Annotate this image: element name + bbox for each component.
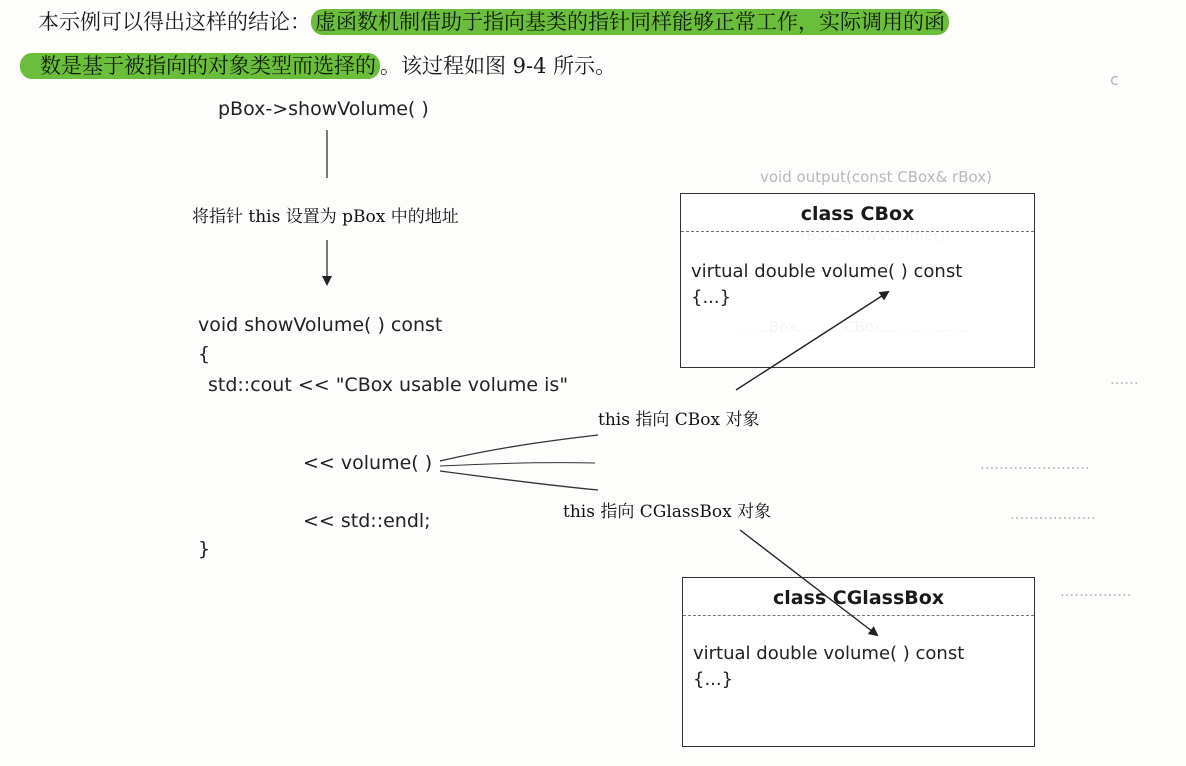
class-cglassbox-method: virtual double volume( ) const: [693, 643, 965, 664]
arrow-to-cbox-method: [736, 292, 888, 390]
class-cbox-title: class CBox: [681, 194, 1034, 232]
label-this-cbox: this 指向 CBox 对象: [598, 410, 760, 430]
bleed-text: ...............: [1060, 582, 1132, 600]
curve-double: [440, 463, 595, 466]
curve-to-cbox-label: [440, 435, 598, 461]
class-cglassbox-body: {...}: [693, 669, 734, 690]
bleed-text: void output(const CBox& rBox): [760, 168, 992, 186]
volume-call-line: << volume( ): [303, 452, 433, 474]
this-pointer-note: 将指针 this 设置为 pBox 中的地址: [192, 207, 459, 227]
cout-line: std::cout << "CBox usable volume is": [208, 374, 569, 396]
close-brace: }: [198, 538, 211, 560]
bleed-text: .......................: [980, 455, 1090, 473]
paragraph-prefix: 本示例可以得出这样的结论：: [38, 10, 311, 34]
arrow-to-cglassbox-method: [740, 530, 877, 635]
paragraph-suffix: 。该过程如图 9-4 所示。: [380, 54, 617, 78]
label-this-cglassbox: this 指向 CGlassBox 对象: [563, 502, 772, 522]
bleed-text: ......: [1110, 370, 1139, 388]
open-brace: {: [198, 343, 211, 365]
curve-to-cglassbox-label: [440, 471, 598, 490]
highlight-segment-1: 虚函数机制借助于指向基类的指针同样能够正常工作，实际调用的函: [311, 9, 949, 35]
class-cbox-method: virtual double volume( ) const: [691, 261, 963, 282]
class-cbox-body: {...}: [691, 287, 732, 308]
call-expression: pBox->showVolume( ): [218, 98, 429, 120]
bleed-text: c: [1110, 70, 1119, 89]
function-signature: void showVolume( ) const: [198, 314, 443, 336]
endl-line: << std::endl;: [303, 510, 431, 532]
highlight-segment-2: 数是基于被指向的对象类型而选择的: [20, 53, 380, 79]
bleed-text: ..................: [1010, 505, 1096, 523]
class-cglassbox-title: class CGlassBox: [683, 578, 1034, 616]
